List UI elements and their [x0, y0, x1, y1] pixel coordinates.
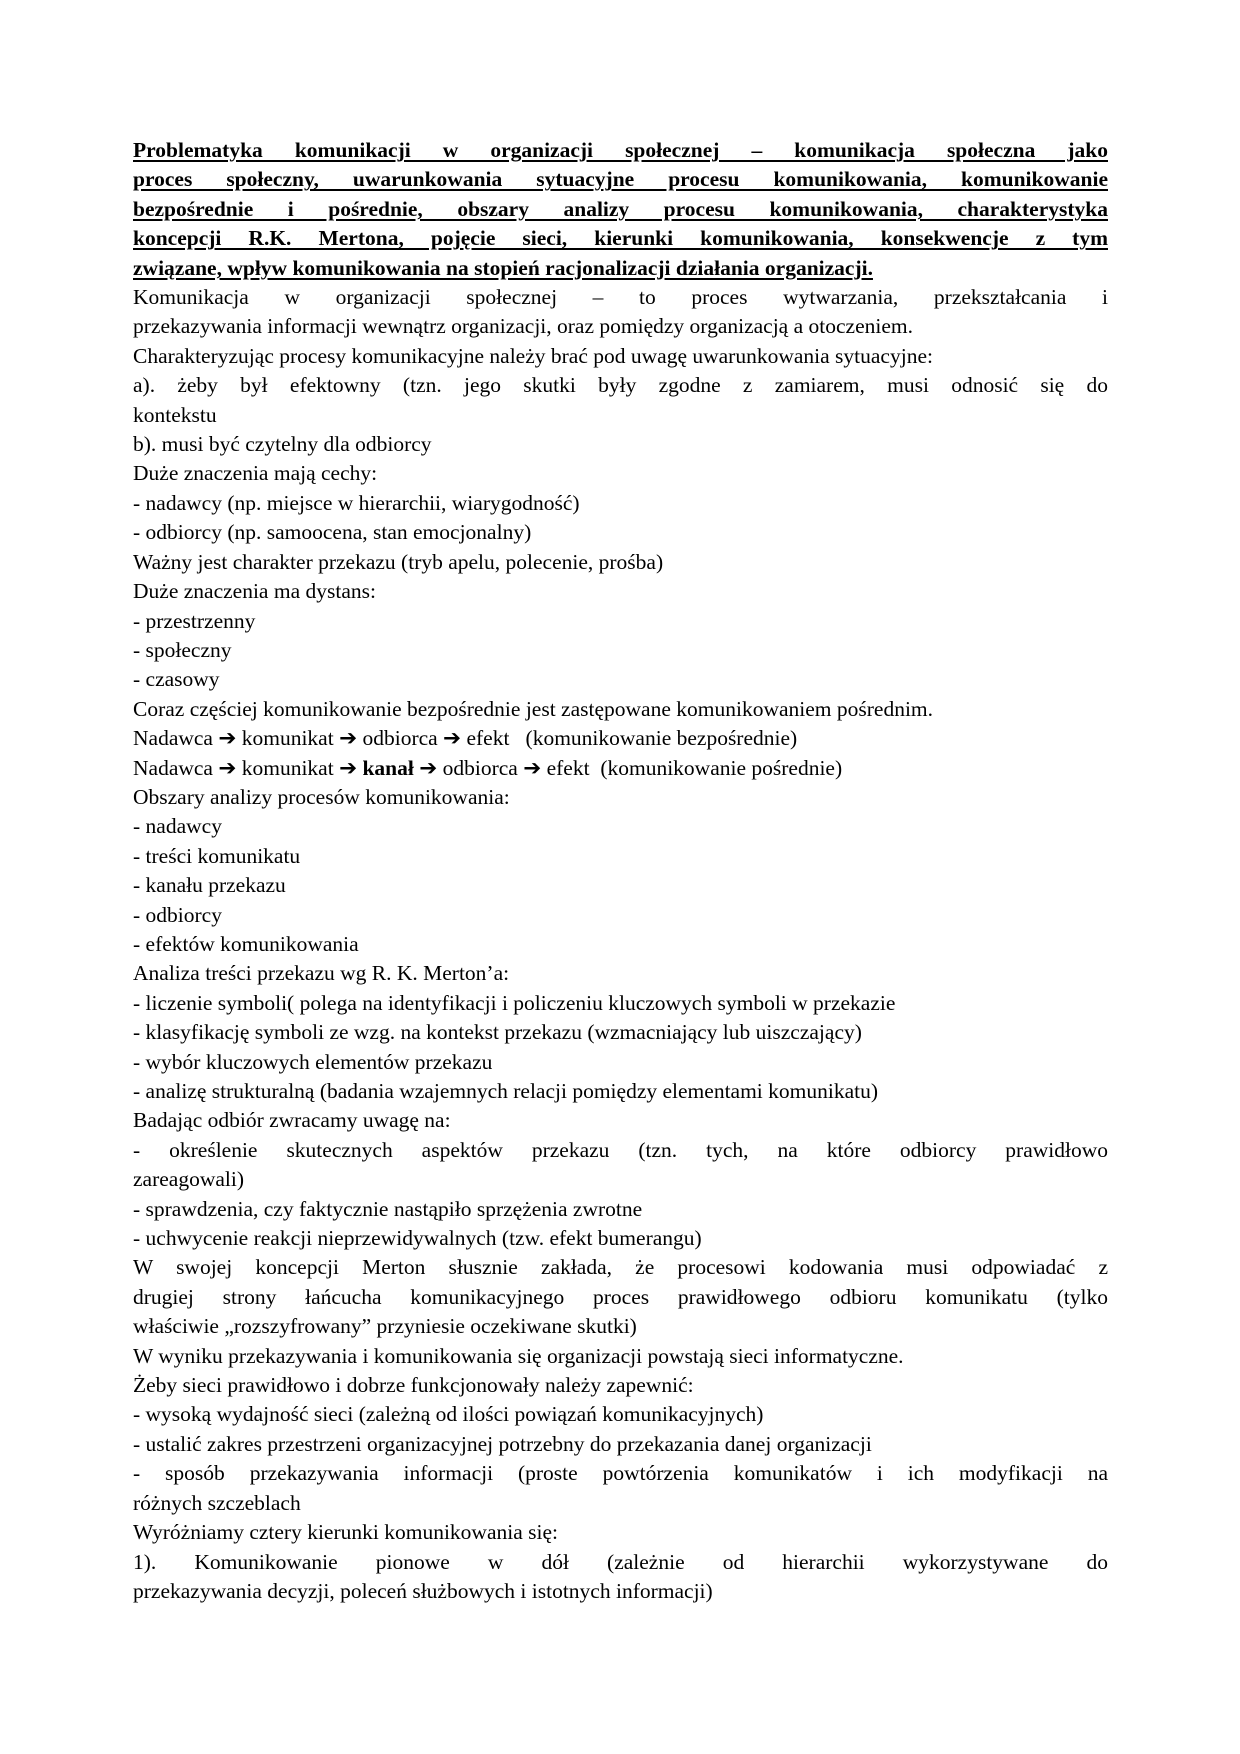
text-segment: Nadawca ➔ komunikat ➔ [133, 755, 363, 780]
text-line: - ustalić zakres przestrzeni organizacyjnej potrzebny do przekazania danej organizacji [133, 1431, 872, 1456]
text-line: W wyniku przekazywania i komunikowania się organizacji powstają sieci informatyczne. [133, 1343, 904, 1368]
text-line: - sposób przekazywania informacji (proste powtórzenia komunikatów i ich modyfikacji na [133, 1461, 1108, 1486]
text-line: - treści komunikatu [133, 843, 301, 868]
text-line: - przestrzenny [133, 608, 256, 633]
text-line: - kanału przekazu [133, 873, 286, 898]
text-line: Analiza treści przekazu wg R. K. Merton’a: [133, 961, 510, 986]
text-line: kontekstu [133, 402, 217, 427]
text-line: - nadawcy (np. miejsce w hierarchii, wiarygodność) [133, 490, 580, 515]
text-line: - społeczny [133, 637, 232, 662]
text-line: Ważny jest charakter przekazu (tryb apelu, polecenie, prośba) [133, 549, 664, 574]
text-line: Charakteryzując procesy komunikacyjne należy brać pod uwagę uwarunkowania sytuacyjne: [133, 343, 933, 368]
text-line [133, 754, 1108, 783]
text-line: Duże znaczenia mają cechy: [133, 461, 378, 486]
text-line: - odbiorcy [133, 902, 222, 927]
text-line: Coraz częściej komunikowanie bezpośrednie jest zastępowane komunikowaniem pośrednim. [133, 696, 934, 721]
text-line: - nadawcy [133, 814, 222, 839]
title-line: koncepcji R.K. Mertona, pojęcie sieci, kierunki komunikowania, konsekwencje z tym [133, 226, 1108, 251]
text-block [133, 136, 1108, 1606]
text-line: drugiej strony łańcucha komunikacyjnego proces prawidłowego odbioru komunikatu (tylko [133, 1284, 1108, 1309]
text-line: zareagowali) [133, 1167, 245, 1192]
bold-text: kanał [362, 755, 414, 780]
text-line: - określenie skutecznych aspektów przekazu (tzn. tych, na które odbiorcy prawidłowo [133, 1137, 1108, 1162]
text-line: - czasowy [133, 667, 220, 692]
text-segment: ➔ odbiorca ➔ efekt (komunikowanie pośrednie) [413, 755, 843, 780]
text-line: 1). Komunikowanie pionowe w dół (zależnie od hierarchii wykorzystywane do [133, 1549, 1108, 1574]
text-line: b). musi być czytelny dla odbiorcy [133, 432, 432, 457]
text-line: Obszary analizy procesów komunikowania: [133, 784, 510, 809]
text-line: a). żeby był efektowny (tzn. jego skutki były zgodne z zamiarem, musi odnosić się do [133, 373, 1108, 398]
text-line: Komunikacja w organizacji społecznej – to proces wytwarzania, przekształcania i [133, 285, 1108, 310]
text-line: - uchwycenie reakcji nieprzewidywalnych (tzw. efekt bumerangu) [133, 1226, 702, 1251]
text-line: - odbiorcy (np. samoocena, stan emocjonalny) [133, 520, 532, 545]
text-line: - wysoką wydajność sieci (zależną od ilości powiązań komunikacyjnych) [133, 1402, 764, 1427]
title-line: Problematyka komunikacji w organizacji społecznej – komunikacja społeczna jako [133, 138, 1108, 162]
text-line: - efektów komunikowania [133, 931, 359, 956]
text-line: Duże znaczenia ma dystans: [133, 579, 376, 604]
text-line: Żeby sieci prawidłowo i dobrze funkcjonowały należy zapewnić: [133, 1373, 694, 1398]
text-line: - wybór kluczowych elementów przekazu [133, 1049, 493, 1074]
text-line: Badając odbiór zwracamy uwagę na: [133, 1108, 451, 1133]
text-line: - sprawdzenia, czy faktycznie nastąpiło sprzężenia zwrotne [133, 1196, 643, 1221]
text-line: przekazywania informacji wewnątrz organizacji, oraz pomiędzy organizacją a otoczeniem. [133, 314, 913, 339]
text-line: Nadawca ➔ komunikat ➔ odbiorca ➔ efekt (komunikowanie bezpośrednie) [133, 726, 798, 751]
text-line: właściwie „rozszyfrowany” przyniesie oczekiwane skutki) [133, 1314, 637, 1339]
text-line: różnych szczeblach [133, 1490, 301, 1515]
text-line: - analizę strukturalną (badania wzajemnych relacji pomiędzy elementami komunikatu) [133, 1079, 879, 1103]
title-line: związane, wpływ komunikowania na stopień racjonalizacji działania organizacji. [133, 255, 873, 280]
text-line: Wyróżniamy cztery kierunki komunikowania się: [133, 1520, 558, 1545]
text-line: przekazywania decyzji, poleceń służbowych i istotnych informacji) [133, 1578, 713, 1603]
text-line: - liczenie symboli( polega na identyfikacji i policzeniu kluczowych symboli w przekazie [133, 990, 896, 1015]
text-line: W swojej koncepcji Merton słusznie zakłada, że procesowi kodowania musi odpowiadać z [133, 1255, 1108, 1280]
title-line: proces społeczny, uwarunkowania sytuacyjne procesu komunikowania, komunikowanie [133, 167, 1108, 192]
text-line: - klasyfikację symboli ze wzg. na kontekst przekazu (wzmacniający lub uiszczający) [133, 1020, 862, 1045]
title-line: bezpośrednie i pośrednie, obszary analizy procesu komunikowania, charakterystyka [133, 196, 1108, 221]
